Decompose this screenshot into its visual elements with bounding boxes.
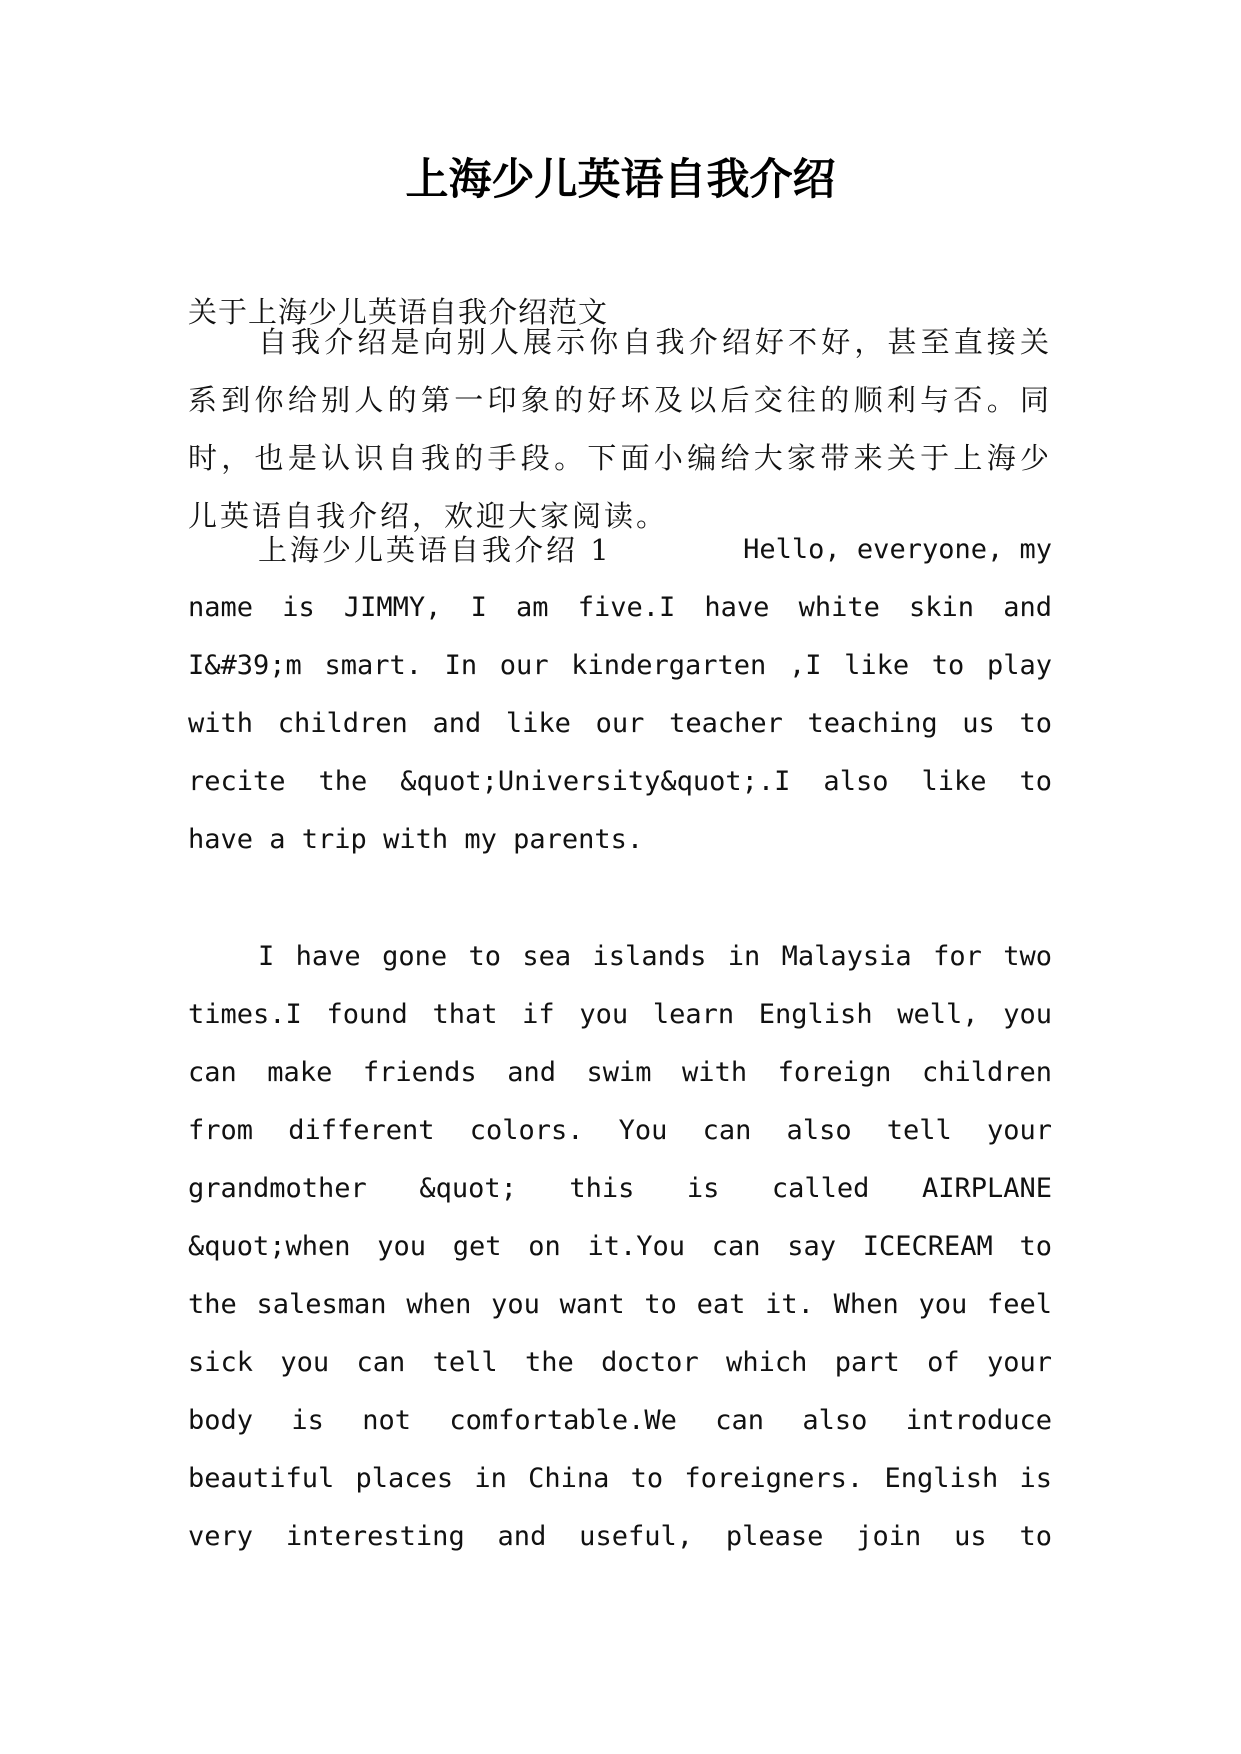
section2-line: very interesting and useful, please join us to [188,1521,1052,1552]
section2-line: beautiful places in China to foreigners. English is [188,1463,1052,1494]
section2-line: I have gone to sea islands in Malaysia for two [258,941,1052,972]
intro-line: 时，也是认识自我的手段。下面小编给大家带来关于上海少 [188,441,1052,475]
section2-line: times.I found that if you learn English well, you [188,999,1052,1030]
intro-line: 系到你给别人的第一印象的好坏及以后交往的顺利与否。同 [188,383,1052,417]
section2-line: grandmother &quot; this is called AIRPLANE [188,1173,1052,1204]
section2-line: sick you can tell the doctor which part of your [188,1347,1052,1378]
section1-line: Hello, everyone, my [743,534,1052,565]
section2-line: &quot;when you get on it.You can say ICECREAM to [188,1231,1052,1262]
section1-line: recite the &quot;University&quot;.I also like to [188,766,1052,797]
section1-line: name is JIMMY, I am five.I have white skin and [188,592,1052,623]
section2-line: can make friends and swim with foreign children [188,1057,1052,1088]
section1-line: with children and like our teacher teaching us to [188,708,1052,739]
intro-line: 儿英语自我介绍，欢迎大家阅读。 [188,499,669,533]
intro-paragraph [188,313,1052,545]
section2-line: the salesman when you want to eat it. When you feel [188,1289,1052,1320]
section2-line: from different colors. You can also tell your [188,1115,1052,1146]
section1-heading: 上海少儿英语自我介绍 1 [258,533,612,567]
section2-line: body is not comfortable.We can also introduce [188,1405,1052,1436]
section1-line: have a trip with my parents. [188,824,644,855]
section2-paragraph [188,928,1052,1566]
document-subtitle: 关于上海少儿英语自我介绍范文 [188,295,609,329]
document-title: 上海少儿英语自我介绍 [405,155,836,205]
section1-paragraph [188,521,1052,869]
intro-line: 自我介绍是向别人展示你自我介绍好不好，甚至直接关 [258,325,1052,359]
section1-first-line [188,521,1052,579]
section1-line: I&#39;m smart. In our kindergarten ,I like to play [188,650,1052,681]
